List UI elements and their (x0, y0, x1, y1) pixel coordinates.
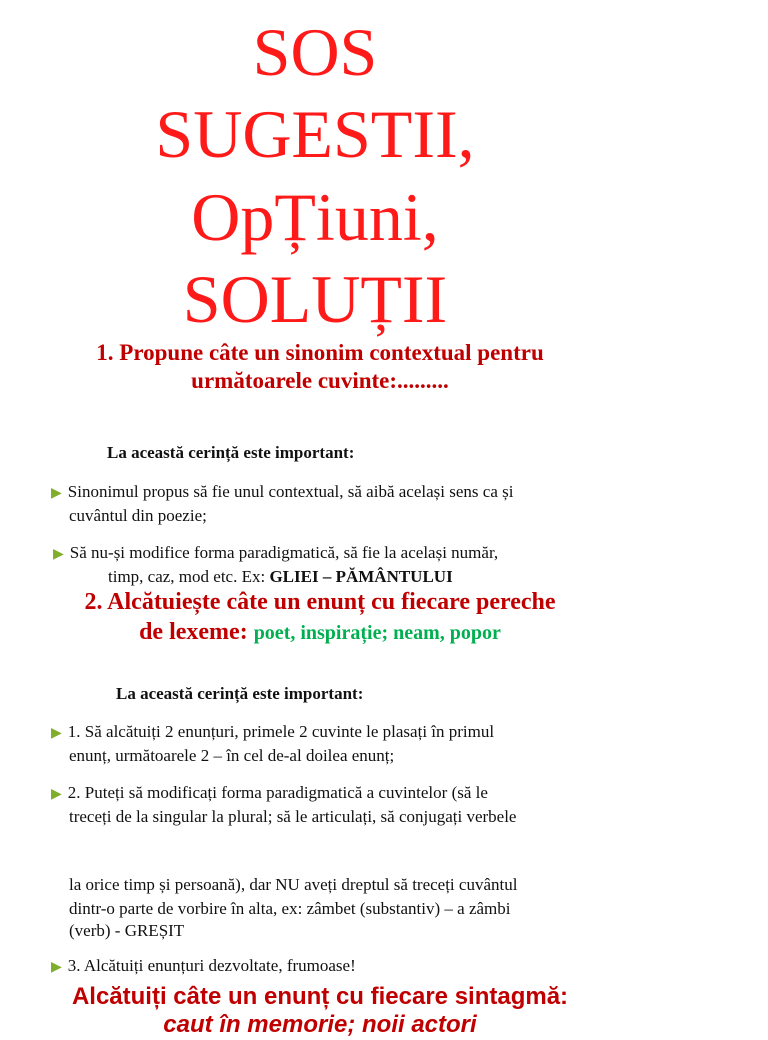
bullet-text: 1. Să alcătuiți 2 enunțuri, primele 2 cuvinte le plasați în primul (67, 722, 495, 741)
section2-continuation-line3: (verb) - GREȘIT (69, 921, 185, 940)
section2-heading-line2 (40, 617, 600, 648)
section2-continuation-line1: la orice timp și persoană), dar NU aveți dreptul să treceți cuvântul (69, 875, 518, 894)
bullet-text: 3. Alcătuiți enunțuri dezvoltate, frumoase! (67, 956, 356, 975)
section1-bullet-1-cont: cuvântul din poezie; (69, 506, 207, 525)
section1-bullet-2-cont (108, 565, 453, 589)
section2-continuation-line2: dintr-o parte de vorbire în alta, ex: zâmbet (substantiv) – a zâmbi (69, 899, 511, 918)
section2-bullet-3 (51, 954, 356, 980)
section2-bullet-1 (51, 720, 494, 746)
section2-note: La această cerință este important: (116, 684, 364, 703)
section1-heading-line2: următoarele cuvinte:......... (191, 368, 449, 393)
section2-bullet-2-cont: treceți de la singular la plural; să le articulați, să conjugați verbele (69, 807, 517, 826)
title-line-1: SOS (252, 14, 378, 90)
bullet-text: Să nu-și modifice forma paradigmatică, să fie la același număr, (69, 543, 499, 562)
section1-bullet-2 (53, 541, 498, 567)
triangle-bullet-icon: ▶ (53, 547, 64, 562)
section3-subheading: caut în memorie; noii actori (163, 1011, 477, 1038)
title-line-4: SOLUȚII (182, 261, 448, 337)
section2-bullet-2 (51, 781, 488, 807)
section1-note: La această cerință este important: (107, 443, 355, 462)
section2-lexemes: poet, inspirație; neam, popor (253, 622, 501, 644)
section3-heading: Alcătuiți câte un enunț cu fiecare sintagmă: (71, 983, 569, 1010)
section1-bullet-1 (51, 480, 513, 506)
bullet-text-prefix: timp, caz, mod etc. Ex: (108, 567, 270, 586)
triangle-bullet-icon: ▶ (51, 787, 62, 802)
bullet-text: Sinonimul propus să fie unul contextual, să aibă același sens ca și (67, 482, 514, 501)
title-line-3: OpȚiuni, (191, 179, 439, 255)
triangle-bullet-icon: ▶ (51, 960, 62, 975)
section1-heading-line1: 1. Propune câte un sinonim contextual pentru (96, 340, 544, 365)
title-line-2: SUGESTII, (155, 96, 475, 172)
triangle-bullet-icon: ▶ (51, 726, 62, 741)
section2-bullet-1-cont: enunț, următoarele 2 – în cel de-al doilea enunț; (69, 746, 395, 765)
triangle-bullet-icon: ▶ (51, 486, 62, 501)
section2-heading-prefix: de lexeme: (139, 619, 254, 645)
example-bold: GLIEI – PĂMÂNTULUI (269, 567, 453, 586)
section2-heading-line1: 2. Alcătuiește câte un enunț cu fiecare pereche (84, 589, 556, 615)
bullet-text: 2. Puteți să modificați forma paradigmatică a cuvintelor (să le (67, 783, 488, 802)
